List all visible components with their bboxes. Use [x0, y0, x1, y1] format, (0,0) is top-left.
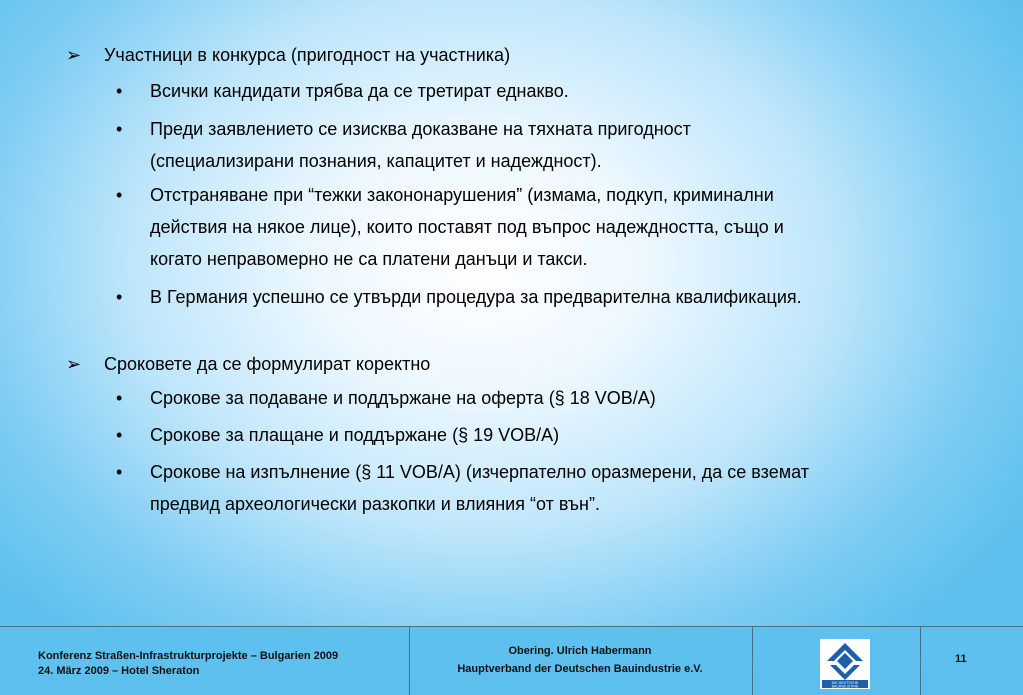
arrow-bullet-icon: ➢ — [66, 354, 82, 374]
bullet-dot-icon: • — [116, 425, 123, 445]
footer-divider — [752, 627, 753, 695]
footer-organization: Hauptverband der Deutschen Bauindustrie e.V. — [457, 663, 703, 675]
bullet-dot-icon: • — [116, 119, 123, 139]
svg-text:DIE DEUTSCHE: DIE DEUTSCHE — [831, 680, 859, 685]
list-item-text: Отстраняване при “тежки закононарушения” (измама, подкуп, криминални действия на някое лице), които поставят под въпрос надеждността, също и когато неправомерно не са платени данъци и такси. — [150, 185, 784, 269]
slide-footer — [0, 626, 1023, 695]
svg-text:BAUINDUSTRIE: BAUINDUSTRIE — [831, 684, 859, 689]
footer-author-info — [410, 642, 750, 678]
list-item — [116, 113, 966, 177]
page-number: 11 — [955, 653, 967, 665]
list-item — [116, 75, 966, 107]
list-item-text: Срокове за плащане и поддържане (§ 19 VOB/A) — [150, 425, 560, 445]
bullet-dot-icon: • — [116, 185, 123, 205]
list-item — [116, 382, 966, 414]
arrow-bullet-icon: ➢ — [66, 45, 82, 65]
list-item-text: Срокове на изпълнение (§ 11 VOB/A) (изчерпателно оразмерени, да се вземат предвид археологически разкопки и влияния “от вън”. — [150, 462, 809, 514]
list-item-text: В Германия успешно се утвърди процедура за предварителна квалификация. — [150, 287, 802, 307]
list-item — [116, 419, 966, 451]
list-item-text: Срокове за подаване и поддържане на оферта (§ 18 VOB/A) — [150, 388, 656, 408]
list-item — [116, 456, 966, 520]
footer-divider — [920, 627, 921, 695]
list-item-text: Всички кандидати трябва да се третират еднакво. — [150, 81, 569, 101]
section-heading-text: Сроковете да се формулират коректно — [104, 354, 431, 374]
bullet-dot-icon: • — [116, 81, 123, 101]
bauindustrie-logo-icon — [820, 639, 870, 689]
bullet-dot-icon: • — [116, 287, 123, 307]
section-heading-text: Участници в конкурса (пригодност на участника) — [104, 45, 511, 65]
list-item — [116, 179, 966, 275]
footer-author-name: Obering. Ulrich Habermann — [508, 645, 652, 657]
footer-conference-info — [38, 649, 338, 679]
bullet-dot-icon: • — [116, 388, 123, 408]
bullet-dot-icon: • — [116, 462, 123, 482]
list-item — [116, 281, 966, 313]
list-item-text: Преди заявлението се изисква доказване на тяхната пригодност (специализирани познания, капацитет и надеждност). — [150, 119, 691, 171]
footer-conference-date: 24. März 2009 – Hotel Sheraton — [38, 665, 200, 677]
footer-conference-title: Konferenz Straßen-Infrastrukturprojekte – Bulgarien 2009 — [38, 650, 339, 662]
